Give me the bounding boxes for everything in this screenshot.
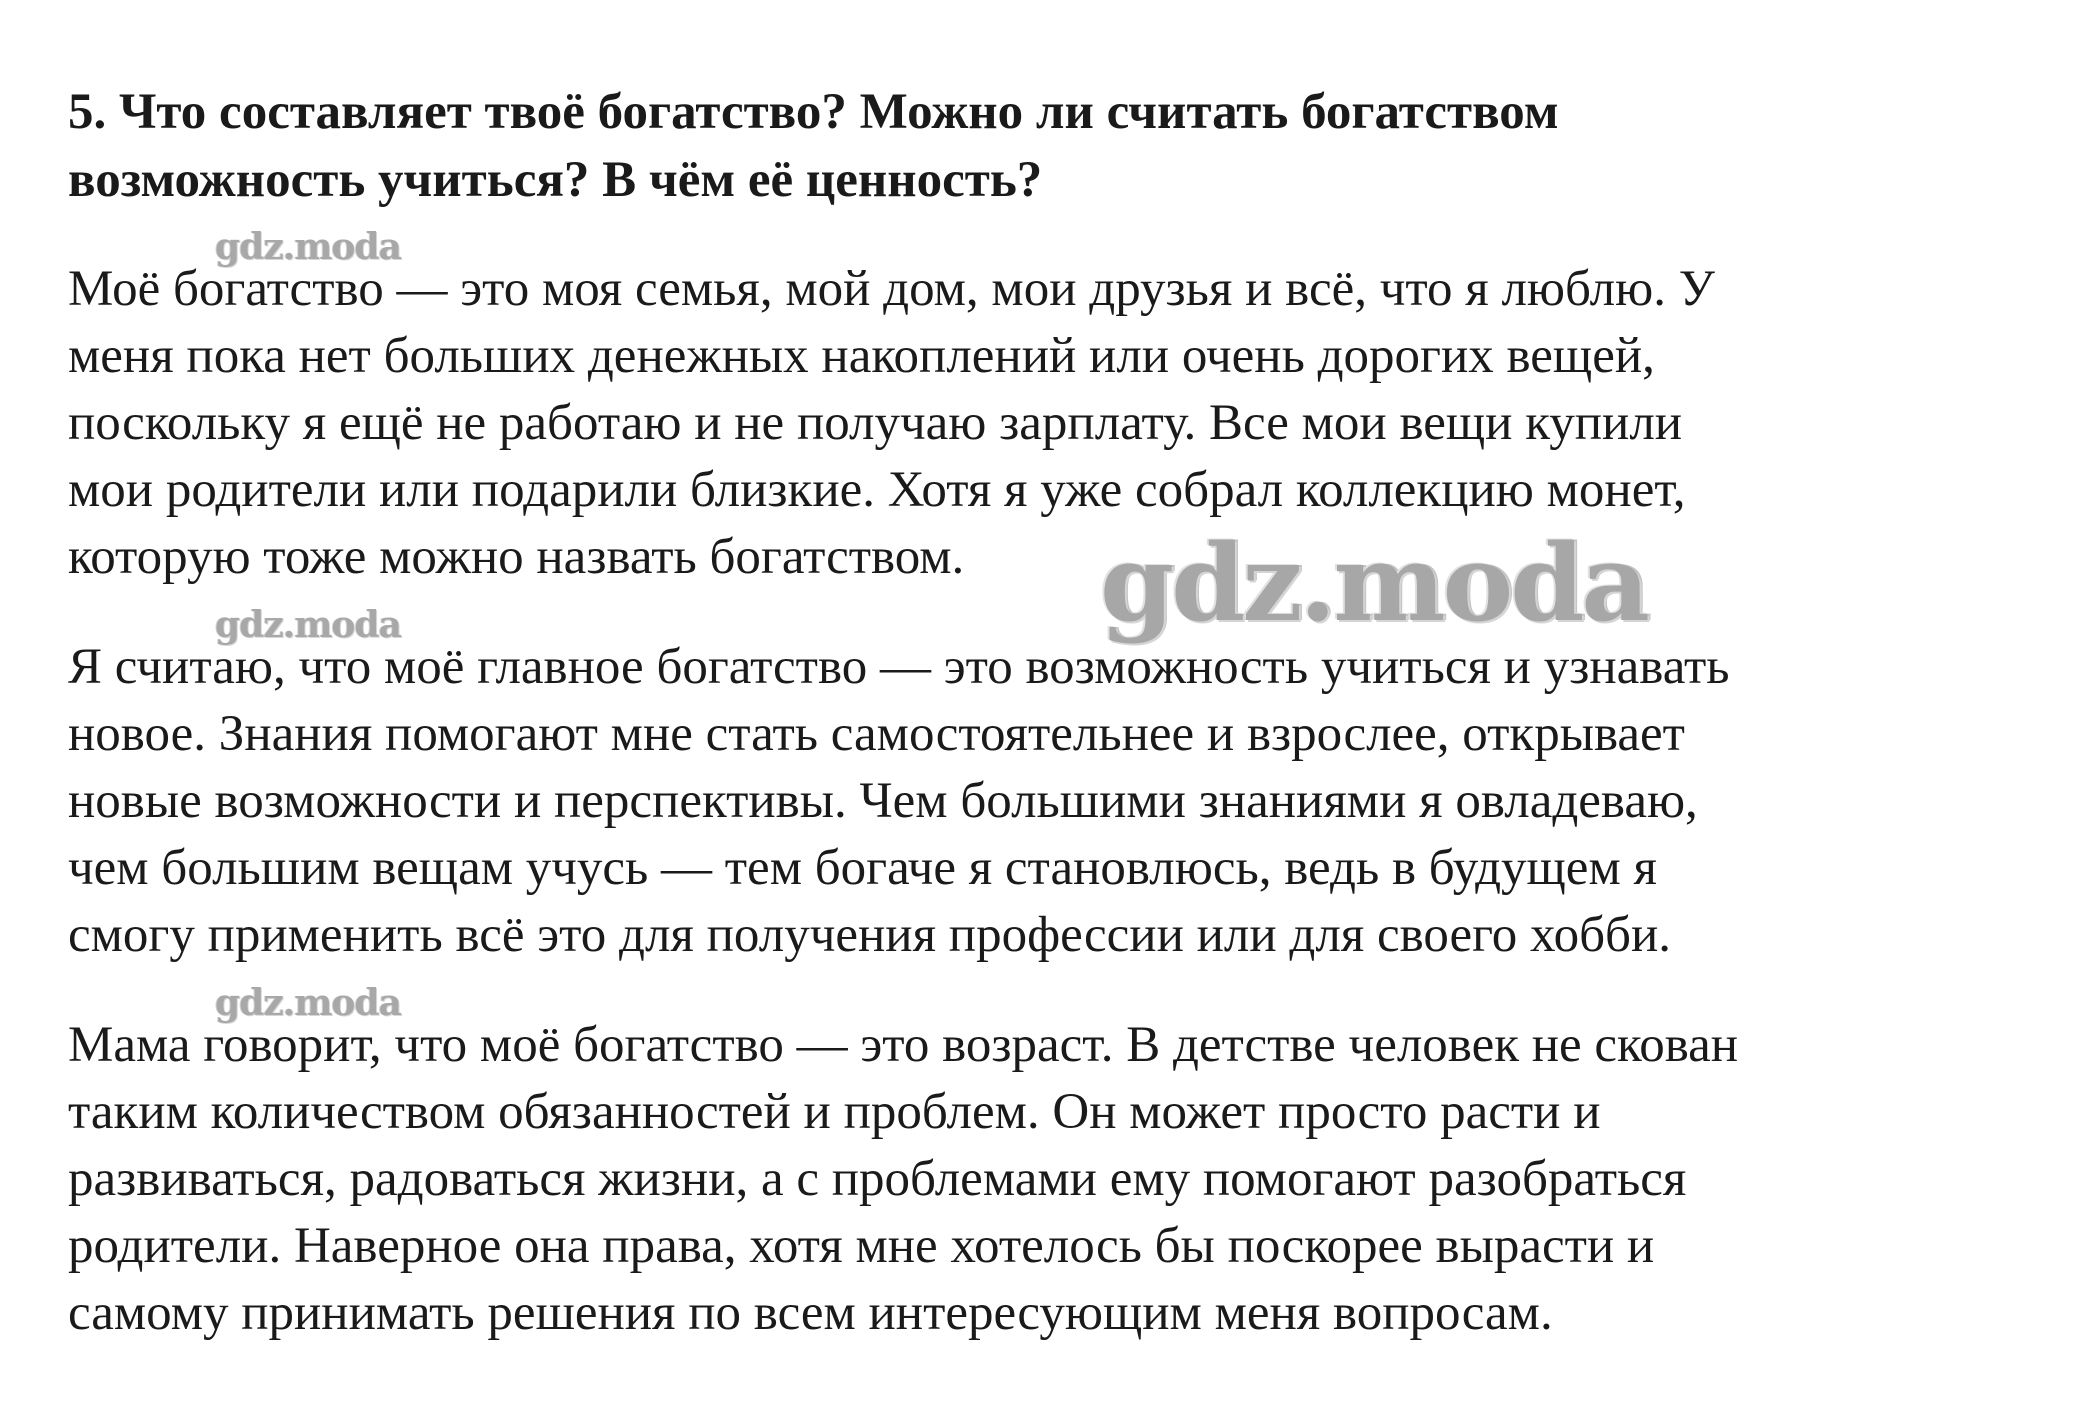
paragraph-line: мои родители или подарили близкие. Хотя я уже собрал коллекцию монет, — [68, 462, 1686, 518]
paragraph-line: Мама говорит, что моё богатство — это возраст. В детстве человек не скован — [68, 1017, 1739, 1073]
paragraph-line: развиваться, радоваться жизни, а с проблемами ему помогают разобраться — [68, 1151, 1687, 1207]
watermark-large: gdz.moda — [1100, 520, 1647, 645]
watermark-small: gdz.moda — [215, 982, 401, 1024]
watermark-small: gdz.moda — [215, 226, 401, 268]
watermark-small: gdz.moda — [215, 604, 401, 646]
answer-paragraph-3 — [68, 1012, 2028, 1347]
paragraph-line: таким количеством обязанностей и проблем. Он может просто расти и — [68, 1084, 1601, 1140]
paragraph-line: меня пока нет больших денежных накоплений или очень дорогих вещей, — [68, 328, 1655, 384]
question-heading — [68, 78, 2028, 214]
paragraph-line: Моё богатство — это моя семья, мой дом, мои друзья и всё, что я люблю. У — [68, 261, 1715, 317]
answer-paragraph-1 — [68, 256, 2028, 591]
paragraph-line: смогу применить всё это для получения профессии или для своего хобби. — [68, 907, 1672, 963]
paragraph-line: чем большим вещам учусь — тем богаче я становлюсь, ведь в будущем я — [68, 840, 1657, 896]
question-line: 5. Что составляет твоё богатство? Можно ли считать богатством — [68, 84, 1559, 140]
paragraph-line: родители. Наверное она права, хотя мне хотелось бы поскорее вырасти и — [68, 1218, 1655, 1274]
paragraph-line: новое. Знания помогают мне стать самостоятельнее и взрослее, открывает — [68, 706, 1685, 762]
answer-paragraph-2 — [68, 634, 2028, 969]
paragraph-line: новые возможности и перспективы. Чем большими знаниями я овладеваю, — [68, 773, 1698, 829]
paragraph-line: поскольку я ещё не работаю и не получаю зарплату. Все мои вещи купили — [68, 395, 1683, 451]
paragraph-line: которую тоже можно назвать богатством. — [68, 529, 965, 585]
paragraph-line: самому принимать решения по всем интересующим меня вопросам. — [68, 1285, 1553, 1341]
paragraph-line: Я считаю, что моё главное богатство — это возможность учиться и узнавать — [68, 639, 1730, 695]
question-line: возможность учиться? В чём её ценность? — [68, 152, 1043, 208]
